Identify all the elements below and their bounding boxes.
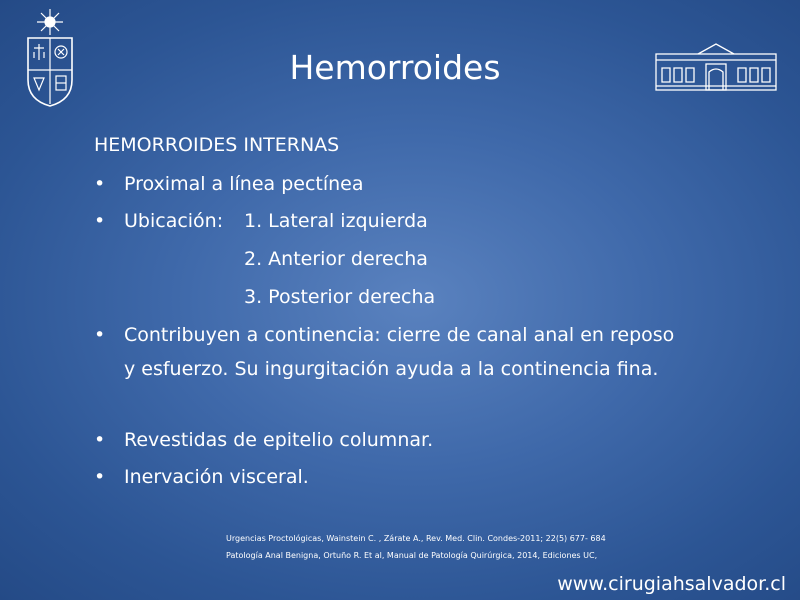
bullet-icon: • [94,429,106,451]
bullet-icon: • [94,173,106,195]
footer-url: www.cirugiahsalvador.cl [557,573,786,595]
ubicacion-label: Ubicación: [124,210,224,232]
bullet-icon: • [94,466,106,488]
bullet-icon: • [94,324,106,346]
bullet-text: Proximal a línea pectínea [124,173,364,195]
ubicacion-item: 1. Lateral izquierda [244,210,428,232]
reference-line: Urgencias Proctológicas, Wainstein C. , Zárate A., Rev. Med. Clin. Condes-2011; 22(5) 677- 684 [226,534,606,543]
ubicacion-item: 3. Posterior derecha [244,286,436,308]
bullet-text: Contribuyen a continencia: cierre de canal anal en reposo y esfuerzo. Su ingurgitación ayuda a la continencia fina. [124,324,675,380]
hospital-building-icon [654,42,778,92]
section-heading: HEMORROIDES INTERNAS [94,134,340,156]
slide-title: Hemorroides [289,48,501,87]
bullet-text: Inervación visceral. [124,466,309,488]
references [226,530,606,564]
ubicacion-item: 2. Anterior derecha [244,248,428,270]
reference-line: Patología Anal Benigna, Ortuño R. Et al, Manual de Patología Quirúrgica, 2014, Ediciones UC, [226,551,598,560]
bullet-icon: • [94,210,106,232]
bullet-text: Revestidas de epitelio columnar. [124,429,434,451]
